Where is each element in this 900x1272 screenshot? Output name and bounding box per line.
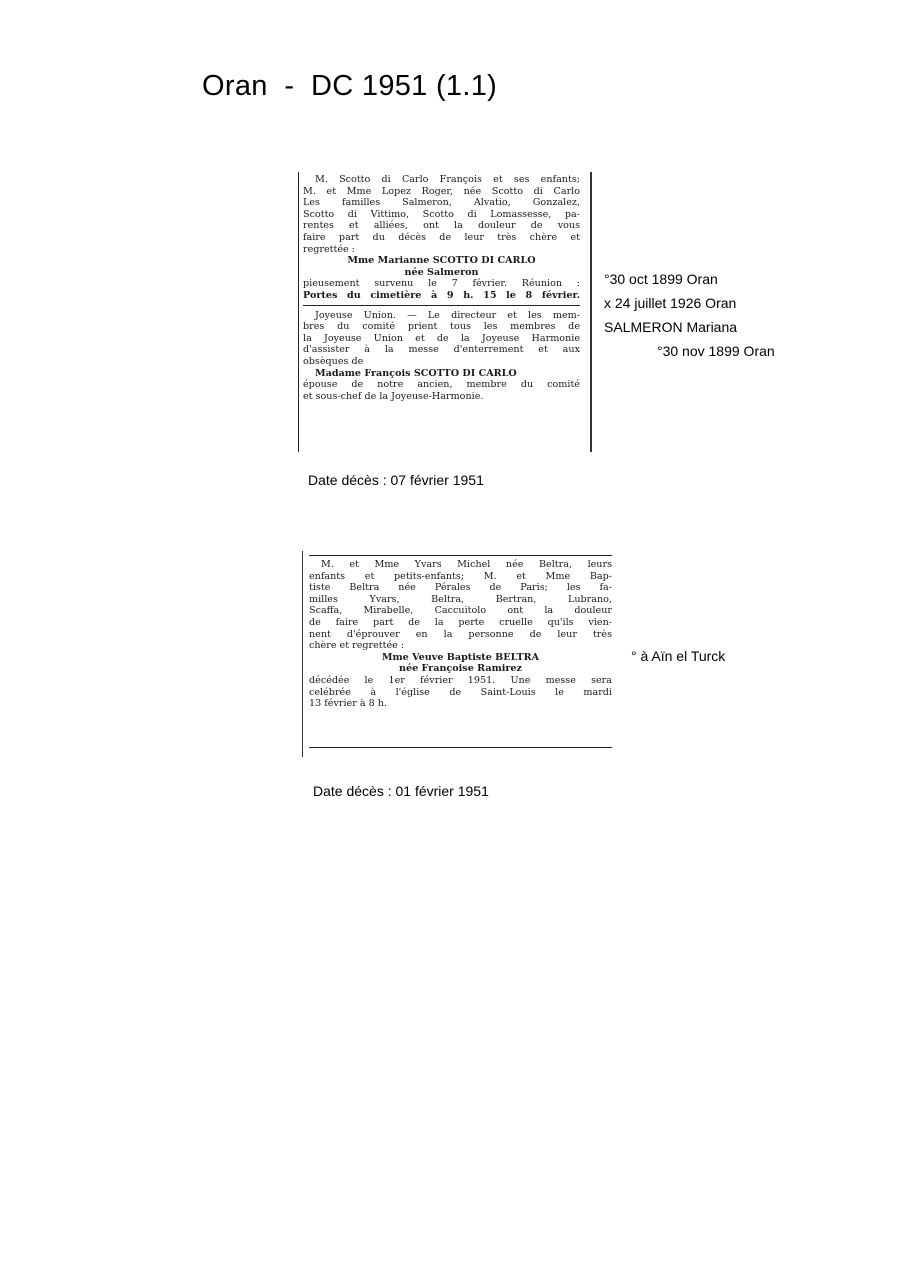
clipping-bottom-rule — [309, 747, 612, 748]
notice-line: de faire part de la perte cruelle qu'ils vien- — [309, 616, 612, 628]
notice-line: décédée le 1er février 1951. Une messe sera — [309, 674, 612, 686]
association-line: Joyeuse Union. — Le directeur et les mem- — [315, 309, 580, 321]
notice-line: M. et Mme Lopez Roger, née Scotto di Carlo — [303, 185, 580, 197]
notice-line: regrettée : — [303, 243, 356, 255]
notice-line: faire part du décès de leur très chère et — [303, 231, 580, 243]
notice-line: 13 février à 8 h. — [309, 698, 388, 710]
notice-line: celébrée à l'église de Saint-Louis le mardi — [309, 686, 612, 698]
notice-line: M. Scotto di Carlo François et ses enfants; — [315, 174, 580, 185]
association-line: bres du comité prient tous les membres de — [303, 321, 580, 333]
notice-line: tiste Beltra née Pérales de Paris; les fa- — [309, 582, 612, 594]
death-date-caption-2: Date décès : 01 février 1951 — [313, 783, 489, 799]
notice-line: Portes du cimetière à 9 h. 15 le 8 février. — [303, 289, 580, 301]
deceased-name: Mme Veuve Baptiste BELTRA — [381, 651, 540, 663]
page-title: Oran - DC 1951 (1.1) — [202, 70, 498, 102]
annotation-marriage: x 24 juillet 1926 Oran — [604, 295, 737, 311]
clipping-top-rule — [309, 555, 612, 556]
obituary-clipping-beltra — [302, 551, 616, 757]
obituary-clipping-scotto-di-carlo — [298, 172, 584, 452]
association-line: obsèques de — [303, 355, 364, 367]
annotation-birth: °30 oct 1899 Oran — [604, 271, 718, 287]
association-line: la Joyeuse Union et de la Joyeuse Harmonie — [303, 332, 580, 344]
notice-line: rentes et alliées, ont la douleur de vous — [303, 220, 580, 232]
clipping-divider — [303, 305, 580, 306]
notice-line: chère et regrettée : — [309, 640, 405, 652]
notice-line: pieusement survenu le 7 février. Réunion : — [303, 278, 580, 290]
association-line: et sous-chef de la Joyeuse-Harmonie. — [303, 390, 484, 402]
annotation-birth-place: ° à Aïn el Turck — [631, 648, 726, 664]
deceased-name: Mme Marianne SCOTTO DI CARLO — [347, 255, 536, 267]
notice-line: milles Yvars, Beltra, Bertran, Lubrano, — [309, 593, 612, 605]
deceased-maiden-name: née Françoise Ramirez — [399, 663, 522, 675]
annotation-spouse: SALMERON Mariana — [604, 319, 738, 335]
notice-line: enfants et petits-enfants; M. et Mme Bap- — [309, 570, 612, 582]
notice-line: Scotto di Vittimo, Scotto di Lomassesse, pa- — [303, 208, 580, 220]
clipping-edge — [590, 172, 592, 452]
notice-line: nent d'éprouver en la personne de leur très — [309, 628, 612, 640]
notice-line: Les familles Salmeron, Alvatio, Gonzalez, — [303, 197, 580, 209]
notice-line: Scaffa, Mirabelle, Caccuitolo ont la douleur — [309, 605, 612, 617]
death-date-caption-1: Date décès : 07 février 1951 — [308, 472, 484, 488]
annotation-spouse-birth: °30 nov 1899 Oran — [657, 343, 775, 359]
association-line: épouse de notre ancien, membre du comité — [303, 379, 580, 391]
notice-line: M. et Mme Yvars Michel née Beltra, leurs — [321, 559, 612, 570]
deceased-maiden-name: née Salmeron — [404, 266, 479, 278]
association-deceased-name: Madame François SCOTTO DI CARLO — [315, 367, 517, 379]
association-line: d'assister à la messe d'enterrement et aux — [303, 344, 580, 356]
